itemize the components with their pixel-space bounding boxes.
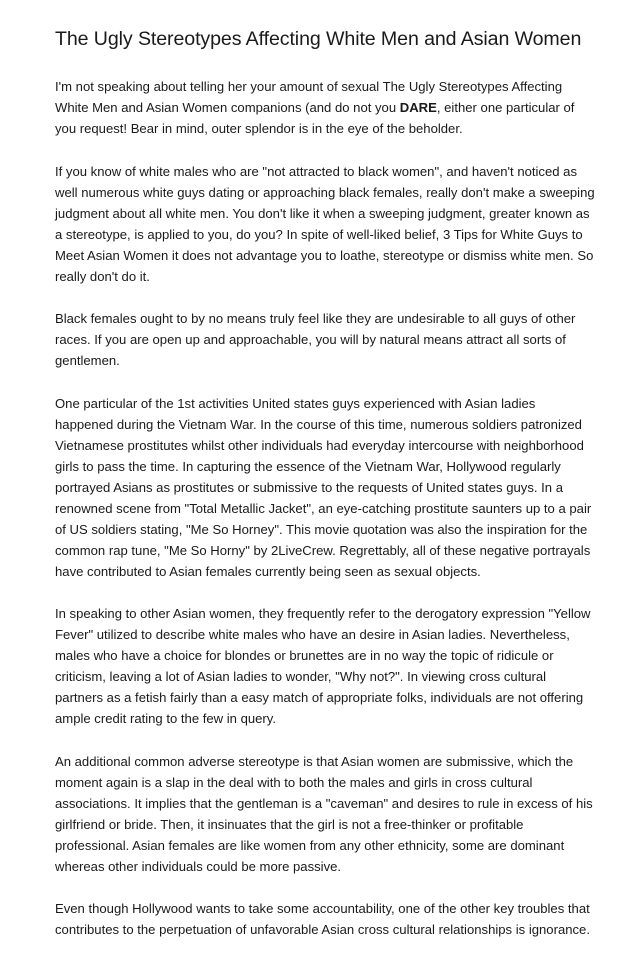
document-page	[55, 26, 595, 962]
paragraph-white-males: If you know of white males who are "not attracted to black women", and haven't noticed as well numerous white guys dating or approaching black females, really don't make a sweeping judgment about all white men. You don't like it when a sweeping judgment, greater known as a stereotype, is applied to you, do you? In spite of well-liked belief, 3 Tips for White Guys to Meet Asian Women it does not advantage you to loathe, stereotype or dismiss white men. So really don't do it.	[55, 163, 595, 284]
document-title: The Ugly Stereotypes Affecting White Men and Asian Women	[55, 28, 582, 50]
paragraph-vietnam-war: One particular of the 1st activities United states guys experienced with Asian ladies happened during the Vietnam War. In the course of this time, numerous soldiers patronized Vietnamese prostitutes whilst other individuals had everyday intercourse with neighborhood girls to pass the time. In capturing the essence of the Vietnam War, Hollywood regularly portrayed Asians as prostitutes or submissive to the requests of United states guys. In a renowned scene from "Total Metallic Jacket", an eye-catching prostitute saunters up to a pair of US soldiers stating, "Me So Horney". This movie quotation was also the inspiration for the common rap tune, "Me So Horny" by 2LiveCrew. Regrettably, all of these negative portrayals have contributed to Asian females currently being seen as sexual objects.	[55, 395, 592, 579]
paragraph-intro	[55, 76, 595, 139]
emphasis-dare: DARE	[399, 100, 437, 115]
paragraph-yellow-fever: In speaking to other Asian women, they frequently refer to the derogatory expression "Yellow Fever" utilized to describe white males who have an desire in Asian ladies. Nevertheless, males who have a choice for blondes or brunettes are in no way the topic of ridicule or criticism, leaving a lot of Asian ladies to wonder, "Why not?". In viewing cross cultural partners as a fetish fairly than a easy match of appropriate folks, individuals are not offering ample credit rating to the few in query.	[55, 606, 591, 726]
paragraph-black-females: Black females ought to by no means truly feel like they are undesirable to all guys of other races. If you are open up and approachable, you will by natural means attract all sorts of gentlemen.	[55, 311, 576, 368]
paragraph-intro-after: , either one particular of you request! Bear in mind, outer splendor is in the eye of the beholder.	[55, 100, 575, 136]
paragraph-intro-before: I'm not speaking about telling her your amount of sexual The Ugly Stereotypes Affecting White Men and Asian Women companions (and do not you	[55, 79, 563, 115]
paragraph-submissive-stereotype: An additional common adverse stereotype is that Asian women are submissive, which the moment again is a slap in the deal with to both the males and girls in cross cultural associations. It implies that the gentleman is a "caveman" and desires to rule in excess of his girlfriend or bride. Then, it insinuates that the girl is not a free-thinker or profitable professional. Asian females are like women from any other ethnicity, some are dominant whereas other individuals could be more passive.	[55, 753, 593, 874]
paragraph-ignorance: Even though Hollywood wants to take some accountability, one of the other key troubles that contributes to the perpetuation of unfavorable Asian cross cultural relationships is ignorance.	[55, 901, 590, 937]
